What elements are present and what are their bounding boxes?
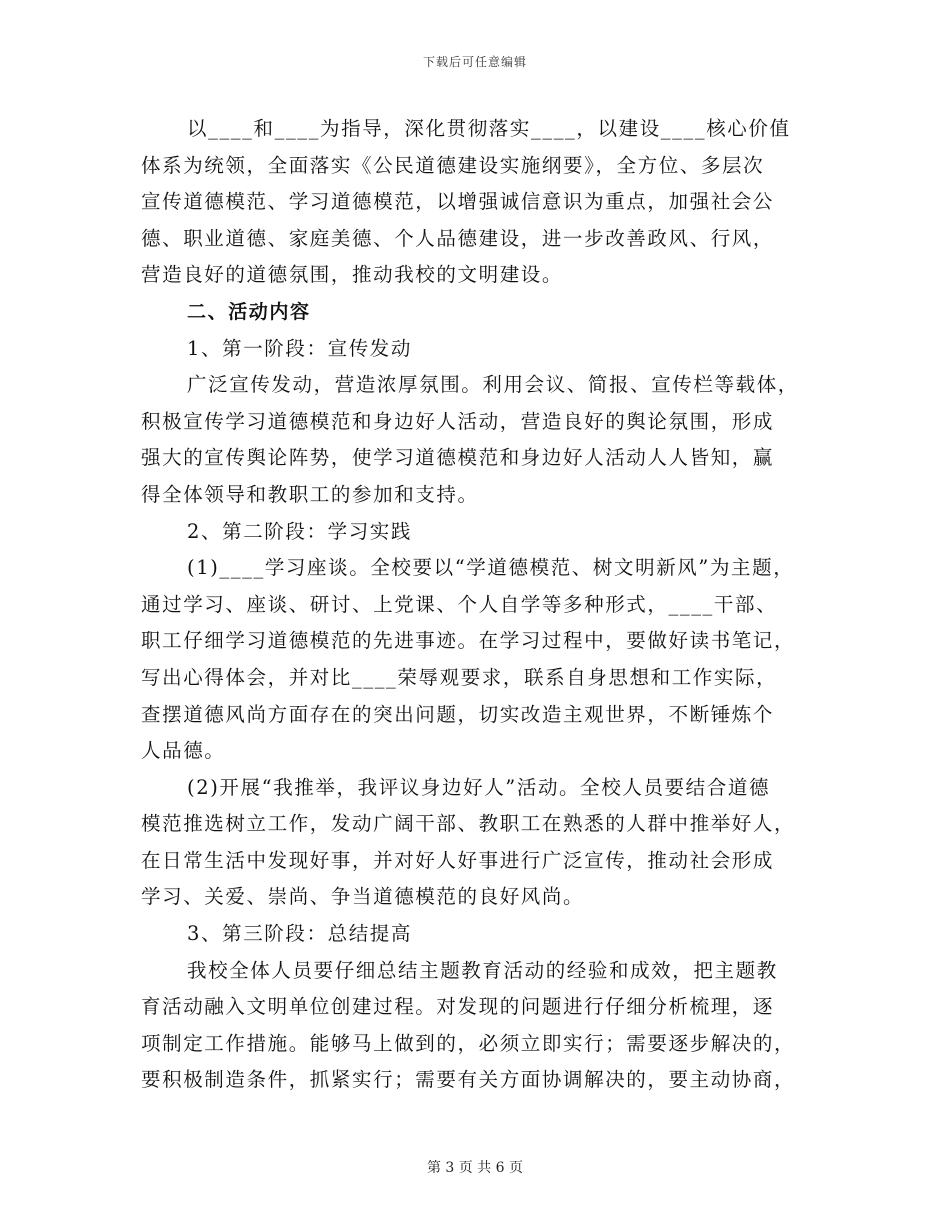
paragraph-line: 得全体领导和教职工的参加和支持。: [141, 482, 479, 506]
paragraph-line: 以____和____为指导，深化贯彻落实____，以建设____核心价值: [187, 117, 791, 140]
paragraph-line: (1)____学习座谈。全校要以“学道德模范、树文明新风”为主题，: [187, 556, 795, 580]
page-number: 第 3 页 共 6 页: [426, 1160, 524, 1176]
paragraph-line: 积极宣传学习道德模范和身边好人活动，营造良好的舆论氛围，形成: [141, 409, 775, 433]
paragraph-line: 写出心得体会，并对比____荣辱观要求，联系自身思想和工作实际，: [141, 665, 778, 689]
paragraph-line: 要积极制造条件，抓紧实行；需要有关方面协调解决的，要主动协商，: [141, 1068, 796, 1092]
paragraph-line: 营造良好的道德氛围，推动我校的文明建设。: [141, 263, 564, 287]
paragraph-line: (2)开展“我推举，我评议身边好人”活动。全校人员要结合道德: [187, 775, 771, 799]
paragraph-line: 项制定工作措施。能够马上做到的，必须立即实行；需要逐步解决的，: [141, 1031, 796, 1055]
paragraph-line: 通过学习、座谈、研讨、上党课、个人自学等多种形式，____干部、: [141, 592, 778, 616]
paragraph-line: 宣传道德模范、学习道德模范，以增强诚信意识为重点，加强社会公: [141, 190, 775, 214]
paragraph-line: 体系为统领，全面落实《公民道德建设实施纲要》，全方位、多层次: [141, 153, 765, 177]
subsection-heading: 1、第一阶段：宣传发动: [187, 336, 413, 360]
page-header: 下载后可任意编辑: [422, 55, 527, 69]
paragraph-line: 人品德。: [141, 739, 226, 763]
paragraph-line: 学习、关爱、崇尚、争当道德模范的良好风尚。: [141, 885, 585, 909]
paragraph-line: 强大的宣传舆论阵势，使学习道德模范和身边好人活动人人皆知，赢: [141, 446, 775, 470]
section-heading: 二、活动内容: [187, 300, 311, 323]
paragraph-line: 广泛宣传发动，营造浓厚氛围。利用会议、简报、宣传栏等载体，: [187, 373, 799, 397]
paragraph-line: 模范推选树立工作，发动广阔干部、教职工在熟悉的人群中推举好人，: [141, 812, 796, 836]
subsection-heading: 3、第三阶段：总结提高: [187, 922, 413, 946]
subsection-heading: 2、第二阶段：学习实践: [187, 519, 413, 543]
paragraph-line: 育活动融入文明单位创建过程。对发现的问题进行仔细分析梳理，逐: [141, 995, 775, 1019]
paragraph-line: 查摆道德风尚方面存在的突出问题，切实改造主观世界，不断锤炼个: [141, 702, 775, 726]
paragraph-line: 我校全体人员要仔细总结主题教育活动的经验和成效，把主题教: [187, 958, 778, 982]
paragraph-line: 职工仔细学习道德模范的先进事迹。在学习过程中，要做好读书笔记，: [141, 629, 796, 653]
paragraph-line: 在日常生活中发现好事，并对好人好事进行广泛宣传，推动社会形成: [141, 848, 775, 872]
paragraph-line: 德、职业道德、家庭美德、个人品德建设，进一步改善政风、行风，: [141, 226, 775, 250]
document-body: [141, 111, 821, 1099]
